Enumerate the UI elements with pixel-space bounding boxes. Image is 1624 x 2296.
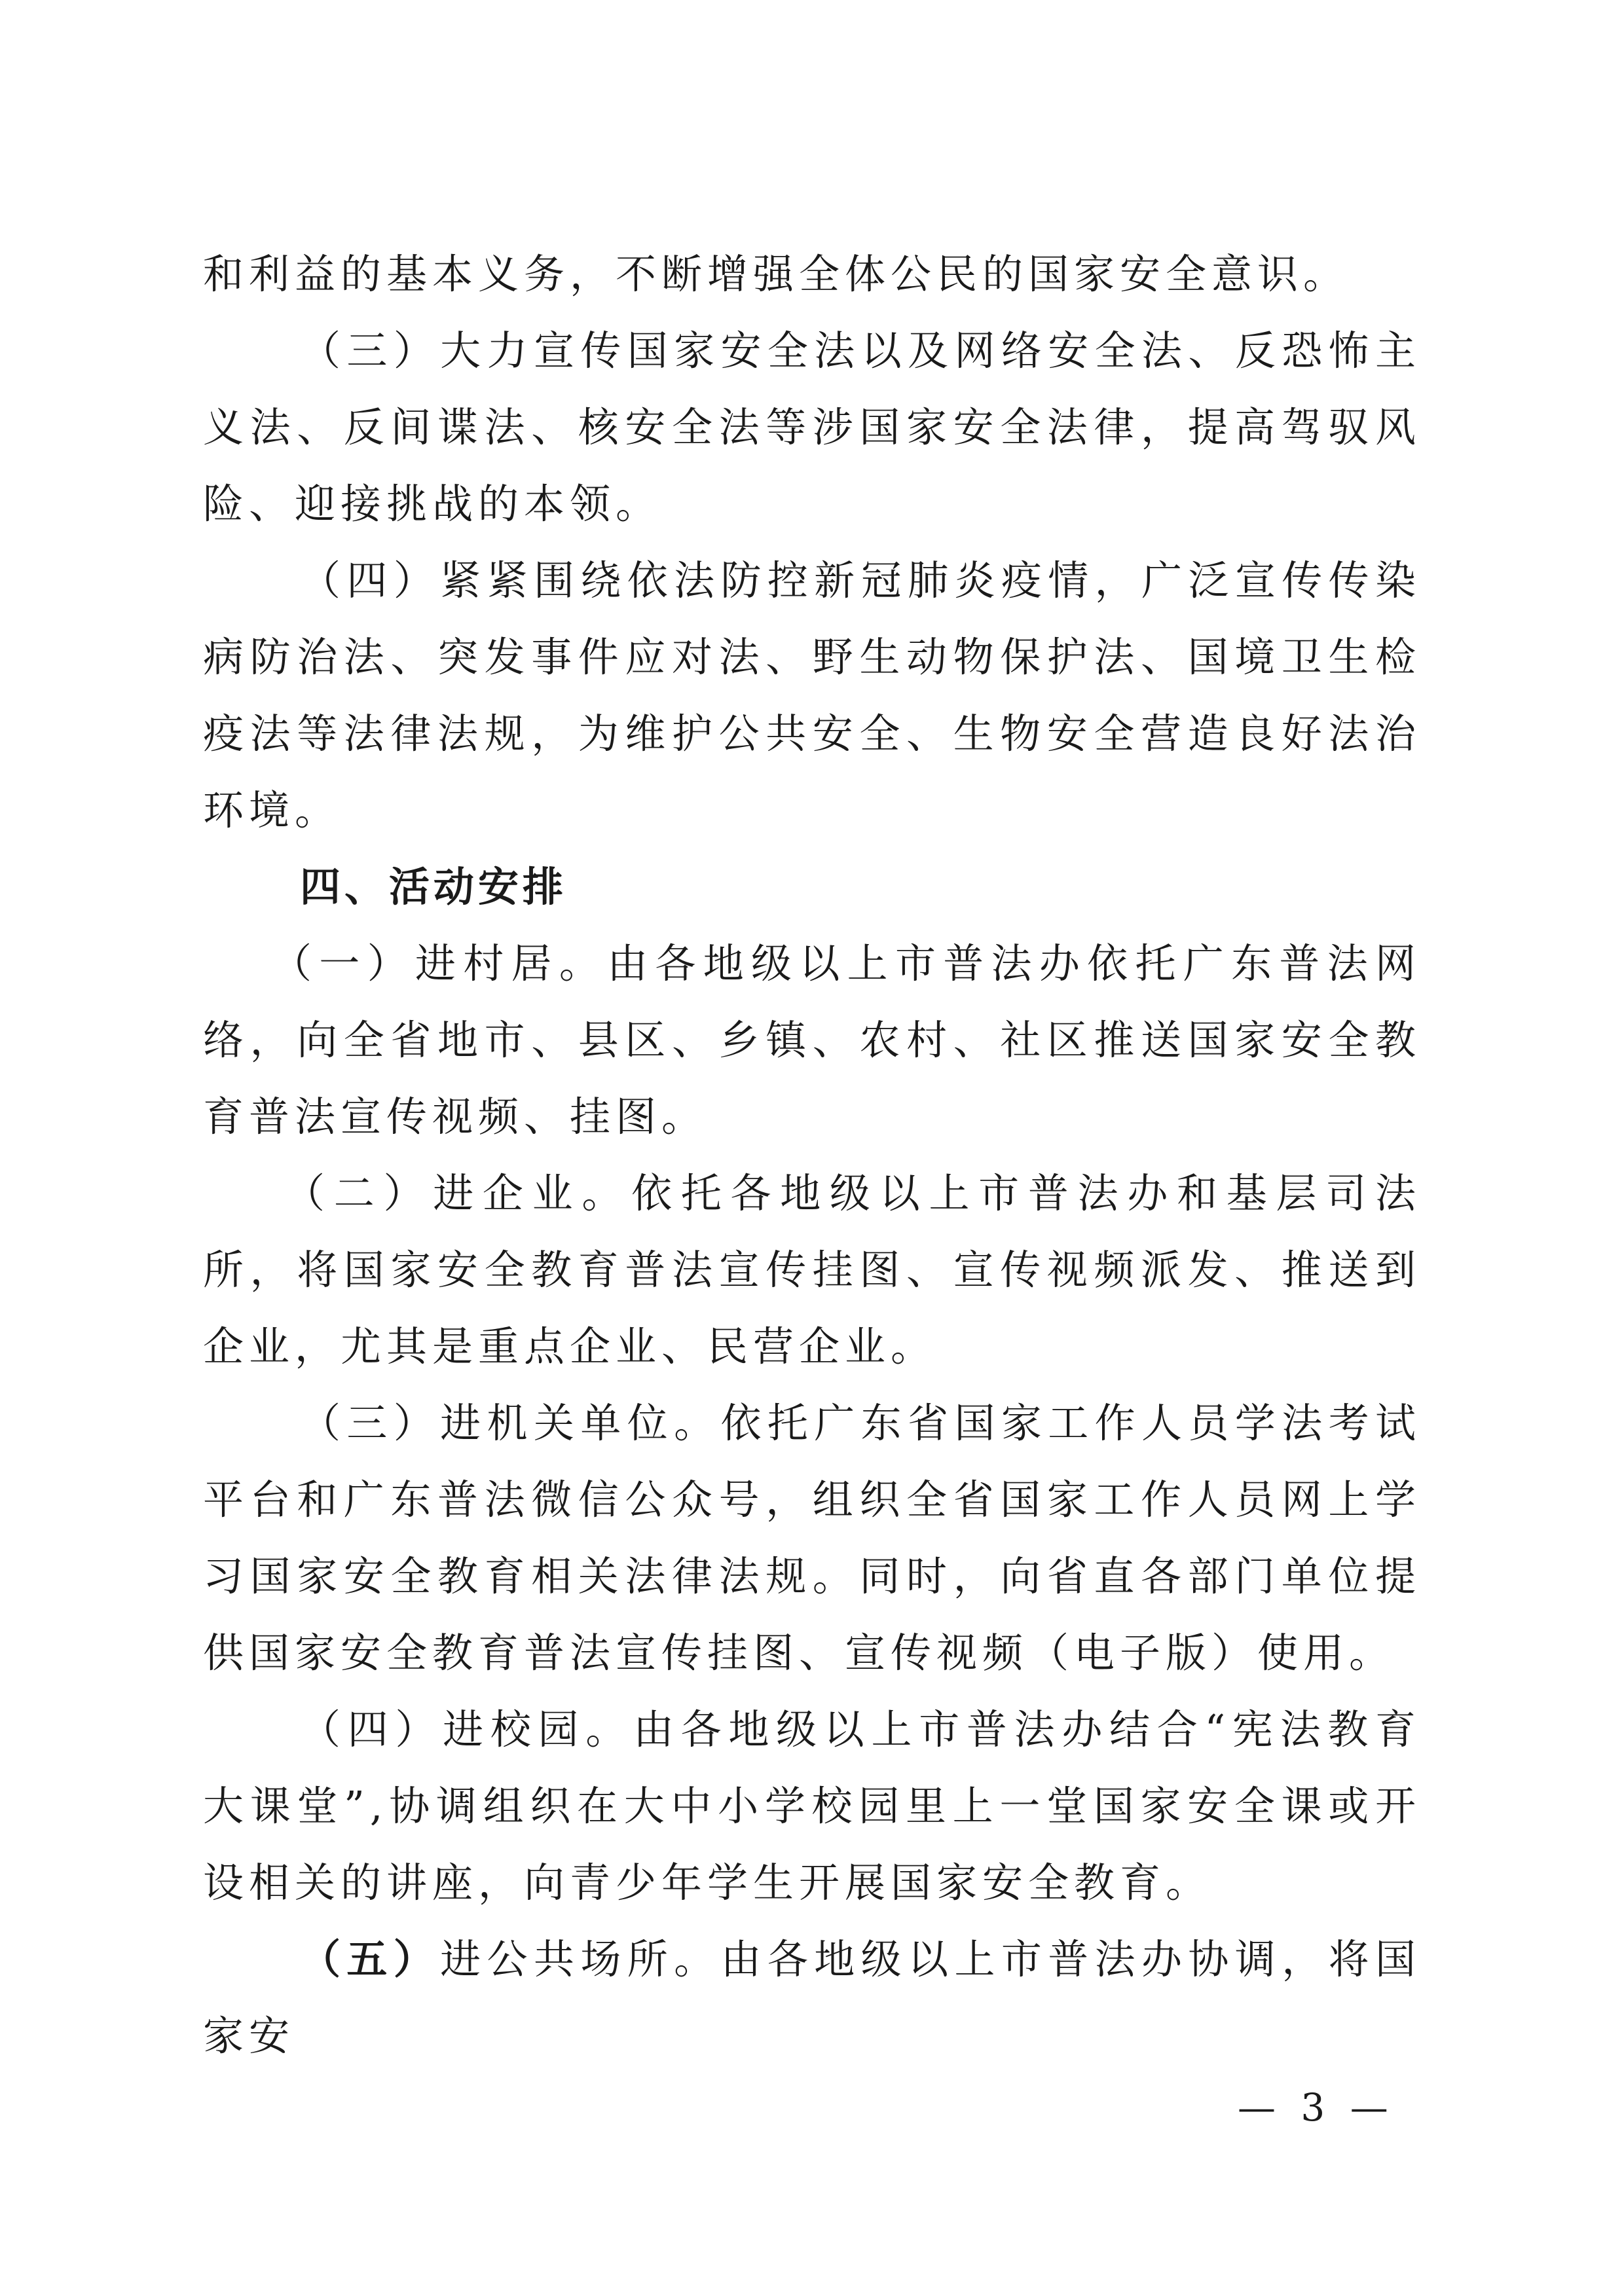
activity-5-lead: （五）: [300, 1935, 441, 1983]
paragraph-activity-2: [203, 1155, 1421, 1385]
activity-1-lead: （一）: [271, 939, 415, 987]
paragraph-content-4: （四）紧紧围绕依法防控新冠肺炎疫情，广泛宣传传染病防治法、突发事件应对法、野生动物保护法、国境卫生检疫法等法律法规，为维护公共安全、生物安全营造良好法治环境。: [203, 556, 1421, 834]
activity-4-text: 进校园。由各地级以上市普法办结合“宪法教育大课堂”,协调组织在大中小学校园里上一堂国家安全课或开设相关的讲座，向青少年学生开展国家安全教育。: [203, 1705, 1421, 1906]
section-heading: 四、活动安排: [300, 863, 568, 911]
activity-4-lead: （四）: [300, 1705, 443, 1753]
paragraph-continuation: 和利益的基本义务，不断增强全体公民的国家安全意识。: [203, 250, 1350, 298]
activity-5-text: 进公共场所。由各地级以上市普法办协调，将国家安: [203, 1935, 1421, 2060]
paragraph-activity-3: [203, 1385, 1421, 1691]
page-number: — 3 —: [1238, 2085, 1395, 2130]
activity-3-text: 进机关单位。依托广东省国家工作人员学法考试平台和广东普法微信公众号，组织全省国家工作人员网上学习国家安全教育相关法律法规。同时，向省直各部门单位提供国家安全教育普法宣传挂图、宣传视频（电子版）使用。: [203, 1399, 1421, 1677]
activity-2-text: 进企业。依托各地级以上市普法办和基层司法所，将国家安全教育普法宣传挂图、宣传视频派发、推送到企业，尤其是重点企业、民营企业。: [203, 1169, 1421, 1370]
paragraph-activity-4: [203, 1691, 1421, 1921]
paragraph-content-3: （三）大力宣传国家安全法以及网络安全法、反恐怖主义法、反间谍法、核安全法等涉国家安全法律，提高驾驭风险、迎接挑战的本领。: [203, 327, 1421, 528]
activity-2-lead: （二）: [284, 1169, 434, 1217]
document-body: [203, 236, 1421, 2074]
paragraph-activity-1: [203, 925, 1421, 1155]
paragraph-activity-5: [203, 1921, 1421, 2074]
activity-3-lead: （三）: [300, 1399, 441, 1447]
activity-1-text: 进村居。由各地级以上市普法办依托广东普法网络，向全省地市、县区、乡镇、农村、社区推送国家安全教育普法宣传视频、挂图。: [203, 939, 1421, 1140]
